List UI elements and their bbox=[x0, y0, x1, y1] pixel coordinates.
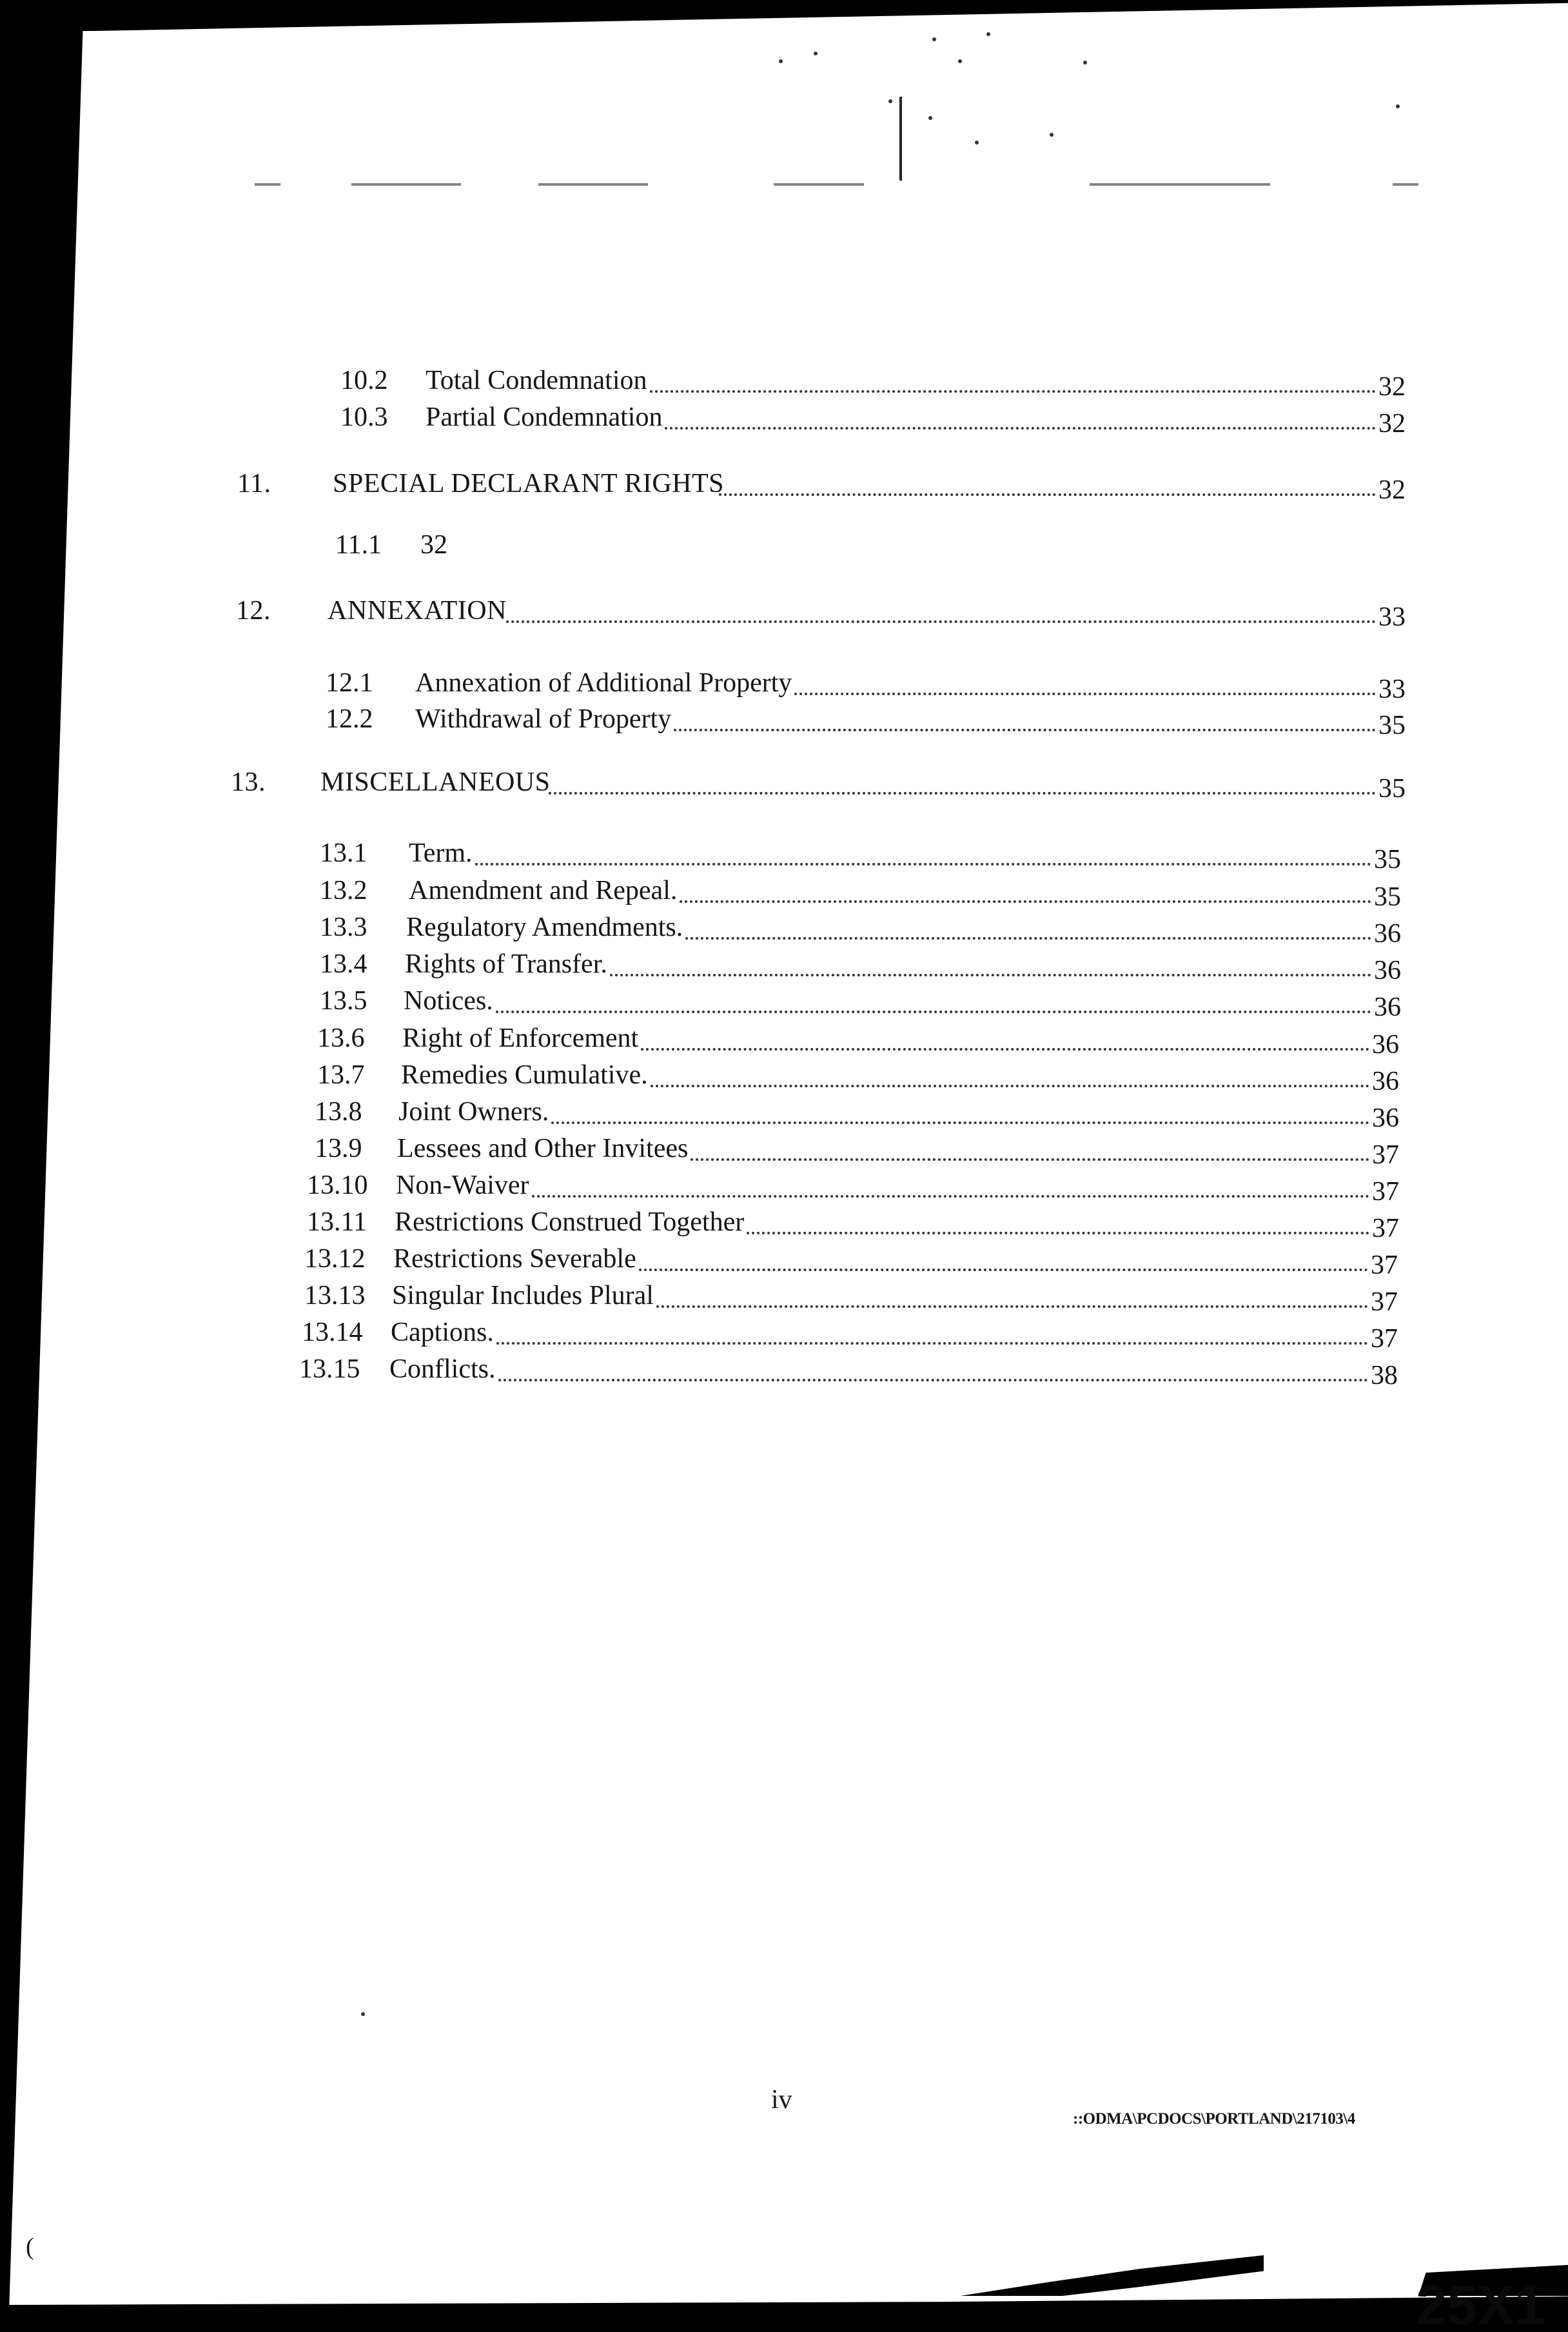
toc-entry-number: 13.8 bbox=[315, 1097, 362, 1127]
toc-entry-number: 13.6 bbox=[317, 1023, 365, 1053]
toc-entry-number: 13.14 bbox=[302, 1318, 363, 1347]
toc-entry-title: Term. bbox=[409, 838, 473, 868]
toc-dot-leader bbox=[532, 1195, 1369, 1198]
toc-entry-page: 32 bbox=[1378, 372, 1406, 402]
toc-dot-leader bbox=[665, 427, 1376, 430]
toc-entry bbox=[0, 760, 1568, 805]
toc-dot-leader bbox=[551, 1122, 1369, 1124]
toc-entry bbox=[0, 522, 1568, 568]
toc-entry bbox=[0, 697, 1568, 742]
toc-entry-page: 37 bbox=[1372, 1177, 1399, 1207]
toc-entry-title: Remedies Cumulative. bbox=[401, 1060, 648, 1090]
toc-dot-leader bbox=[685, 937, 1371, 940]
toc-entry-number: 12.1 bbox=[326, 668, 373, 698]
toc-entry-page: 37 bbox=[1371, 1250, 1398, 1280]
toc-entry-title: Withdrawal of Property bbox=[415, 704, 672, 734]
toc-entry-page: 35 bbox=[1378, 711, 1406, 740]
toc-entry-number: 11. bbox=[237, 469, 271, 499]
toc-entry-number: 13. bbox=[231, 767, 266, 797]
toc-entry-title: Non-Waiver bbox=[396, 1171, 529, 1200]
bottom-left-mark: ( bbox=[26, 2233, 34, 2260]
toc-dot-leader bbox=[610, 974, 1371, 976]
toc-entry-page: 36 bbox=[1374, 993, 1401, 1022]
toc-dot-leader bbox=[549, 792, 1376, 795]
toc-entry-title: Annexation of Additional Property bbox=[415, 668, 792, 698]
toc-dot-leader bbox=[719, 493, 1376, 496]
toc-entry-number: 13.2 bbox=[320, 876, 368, 905]
toc-entry-page: 36 bbox=[1372, 1030, 1399, 1060]
toc-dot-leader bbox=[475, 863, 1371, 865]
toc-entry-page: 36 bbox=[1372, 1103, 1399, 1133]
toc-dot-leader bbox=[674, 729, 1376, 731]
toc-entry-title: SPECIAL DECLARANT RIGHTS bbox=[333, 469, 725, 499]
toc-entry-title: Partial Condemnation bbox=[426, 402, 663, 432]
toc-entry-page: 35 bbox=[1378, 774, 1406, 804]
toc-entry bbox=[0, 588, 1568, 633]
toc-entry-page: 37 bbox=[1371, 1287, 1398, 1317]
toc-dot-leader bbox=[506, 620, 1376, 623]
footer-document-path: ::ODMA\PCDOCS\PORTLAND\217103\4 bbox=[1073, 2110, 1355, 2128]
toc-entry-title: Captions. bbox=[391, 1318, 494, 1347]
toc-entry bbox=[0, 1347, 1568, 1392]
toc-entry-number: 12. bbox=[236, 596, 271, 626]
toc-dot-leader bbox=[656, 1305, 1368, 1308]
toc-entry-page: 38 bbox=[1371, 1361, 1398, 1390]
toc-entry-number: 13.5 bbox=[320, 986, 368, 1016]
toc-entry-title: Conflicts. bbox=[389, 1354, 496, 1384]
toc-entry-number: 13.1 bbox=[320, 838, 368, 868]
toc-entry-number: 10.2 bbox=[340, 366, 388, 395]
toc-entry-number: 13.9 bbox=[315, 1134, 362, 1163]
toc-entry-page: 35 bbox=[1374, 845, 1401, 874]
toc-entry-title: Total Condemnation bbox=[426, 366, 647, 395]
toc-entry-number: 11.1 bbox=[335, 530, 382, 560]
toc-entry-title: MISCELLANEOUS bbox=[320, 767, 551, 797]
toc-entry-page: 32 bbox=[1378, 409, 1406, 439]
toc-entry-title: Notices. bbox=[404, 986, 493, 1016]
toc-entry-page: 35 bbox=[1374, 882, 1401, 912]
toc-entry-title: Singular Includes Plural bbox=[392, 1281, 654, 1310]
toc-dot-leader bbox=[498, 1379, 1369, 1381]
toc-entry-title: Lessees and Other Invitees bbox=[397, 1134, 689, 1163]
toc-entry-title: Amendment and Repeal. bbox=[409, 876, 678, 905]
toc-dot-leader bbox=[651, 1085, 1369, 1087]
toc-entry-page: 37 bbox=[1371, 1324, 1398, 1354]
toc-dot-leader bbox=[641, 1048, 1369, 1051]
toc-entry bbox=[0, 395, 1568, 440]
toc-dot-leader bbox=[747, 1232, 1369, 1234]
toc-entry-number: 13.10 bbox=[307, 1171, 368, 1200]
toc-entry-number: 13.12 bbox=[304, 1244, 366, 1274]
toc-dot-leader bbox=[680, 900, 1371, 903]
toc-dot-leader bbox=[639, 1269, 1368, 1271]
toc-dot-leader bbox=[794, 693, 1376, 695]
toc-entry-page: 37 bbox=[1372, 1140, 1399, 1170]
toc-entry-title: Joint Owners. bbox=[398, 1097, 549, 1127]
toc-dot-leader bbox=[691, 1158, 1369, 1161]
toc-entry-page: 33 bbox=[1378, 675, 1406, 704]
toc-entry-title: Right of Enforcement bbox=[402, 1023, 639, 1053]
toc-entry-page: 36 bbox=[1372, 1067, 1399, 1096]
toc-entry-page: 32 bbox=[1378, 475, 1406, 505]
toc-entry-number: 13.15 bbox=[299, 1354, 360, 1384]
toc-entry-title: 32 bbox=[420, 530, 447, 560]
toc-entry-page: 36 bbox=[1374, 919, 1401, 949]
toc-dot-leader bbox=[496, 1011, 1371, 1013]
toc-entry-title: Restrictions Construed Together bbox=[395, 1207, 745, 1237]
toc-entry-number: 13.13 bbox=[304, 1281, 366, 1310]
toc-entry-page: 33 bbox=[1378, 602, 1406, 632]
toc-entry-number: 13.3 bbox=[320, 913, 368, 942]
toc-entry-title: Regulatory Amendments. bbox=[406, 913, 683, 942]
toc-entry-title: Rights of Transfer. bbox=[405, 949, 607, 979]
toc-entry-page: 37 bbox=[1372, 1214, 1399, 1243]
toc-dot-leader bbox=[650, 390, 1376, 393]
toc-dot-leader bbox=[496, 1342, 1368, 1345]
bottom-right-mark: 25X1 bbox=[1416, 2275, 1545, 2332]
toc-entry-number: 13.4 bbox=[320, 949, 368, 979]
toc-entry-title: Restrictions Severable bbox=[393, 1244, 636, 1274]
footer-page-number: iv bbox=[771, 2085, 792, 2115]
toc-entry-number: 13.7 bbox=[317, 1060, 365, 1090]
toc-entry-page: 36 bbox=[1374, 956, 1401, 985]
toc-entry-number: 12.2 bbox=[326, 704, 373, 734]
toc-entry bbox=[0, 461, 1568, 506]
toc-entry-number: 13.11 bbox=[307, 1207, 367, 1237]
toc-entry-number: 10.3 bbox=[340, 402, 388, 432]
toc-entry-title: ANNEXATION bbox=[328, 596, 507, 626]
